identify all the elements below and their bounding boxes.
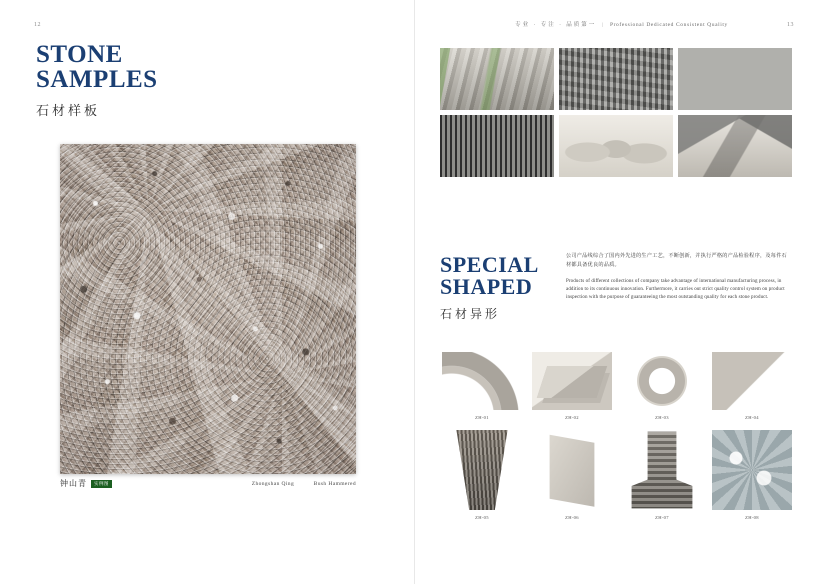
product-code: ZH-02 bbox=[565, 415, 579, 420]
special-title-en-line1: SPECIAL bbox=[440, 252, 539, 277]
photo-kerbstones-stacked bbox=[440, 48, 554, 110]
title-cn: 石材样板 bbox=[36, 104, 101, 119]
product-code: ZH-01 bbox=[475, 415, 489, 420]
title-en-line2: SAMPLES bbox=[36, 66, 158, 93]
description-en: Products of different collections of company take advantage of international manufacturing process, in addition to its continuous innovation. Furthermore, it carries out strict quality control system on product inspection with the purpose of guaranteeing the most outstanding quality for each stone product. bbox=[566, 279, 785, 300]
photo-palletized-blocks bbox=[678, 48, 792, 110]
description-cn: 公司产品线综合了国内外先进的生产工艺，不断创新，并执行严格的产品检验程序，及每件石材都具备优良的品质。 bbox=[566, 253, 787, 268]
sample-name-en: Zhongshan Qing bbox=[251, 480, 295, 487]
product-image-interlocking-blocks bbox=[532, 352, 612, 410]
special-title-en-line2: SHAPED bbox=[440, 274, 533, 299]
running-head-en: Professional Dedicated Consistent Quality bbox=[609, 22, 728, 28]
product-cell bbox=[712, 430, 792, 520]
product-code: ZH-03 bbox=[655, 415, 669, 420]
product-code: ZH-07 bbox=[655, 515, 669, 520]
product-code: ZH-08 bbox=[745, 515, 759, 520]
stone-sample-image bbox=[60, 144, 356, 474]
running-head-cn: 专业 · 专注 · 品质第一 bbox=[515, 22, 597, 28]
product-code: ZH-04 bbox=[745, 415, 759, 420]
stone-sample-caption bbox=[60, 478, 356, 489]
photo-shaped-pieces bbox=[678, 115, 792, 177]
title-en-line1: STONE bbox=[36, 41, 123, 68]
special-shaped-title bbox=[440, 254, 539, 322]
special-shaped-description bbox=[566, 252, 792, 302]
page-number-right: 13 bbox=[787, 22, 794, 28]
product-image-corner-piece bbox=[712, 352, 792, 410]
sample-finish: Bush Hammered bbox=[313, 480, 356, 487]
product-image-bollard bbox=[622, 430, 702, 510]
product-code: ZH-05 bbox=[475, 515, 489, 520]
granite-speckle-overlay bbox=[60, 144, 356, 474]
product-cell bbox=[622, 430, 702, 520]
running-head-separator: | bbox=[602, 22, 604, 28]
special-title-cn: 石材异形 bbox=[440, 307, 501, 321]
product-code: ZH-06 bbox=[565, 515, 579, 520]
status-badge: 实例图 bbox=[91, 480, 112, 488]
project-photo-grid bbox=[440, 48, 792, 177]
running-head bbox=[415, 20, 828, 28]
page-number-left: 12 bbox=[34, 22, 41, 28]
product-cell bbox=[532, 430, 612, 520]
photo-grating-panels bbox=[440, 115, 554, 177]
left-page-title bbox=[36, 42, 158, 119]
sample-name-cn: 钟山青 bbox=[60, 479, 87, 488]
product-image-ring-kerb bbox=[622, 352, 702, 410]
product-cell bbox=[712, 352, 792, 420]
special-shaped-product-grid bbox=[442, 352, 792, 520]
product-image-tapered-column bbox=[442, 430, 522, 510]
product-cell bbox=[622, 352, 702, 420]
photo-bollards bbox=[559, 115, 673, 177]
product-image-curved-kerb bbox=[442, 352, 522, 410]
product-cell bbox=[532, 352, 612, 420]
photo-bush-hammered-slabs bbox=[559, 48, 673, 110]
product-image-carved-relief-panel bbox=[712, 430, 792, 510]
product-cell bbox=[442, 352, 522, 420]
caption-left bbox=[60, 478, 112, 489]
caption-right bbox=[252, 481, 356, 487]
product-image-hollow-planter bbox=[532, 430, 612, 510]
product-cell bbox=[442, 430, 522, 520]
